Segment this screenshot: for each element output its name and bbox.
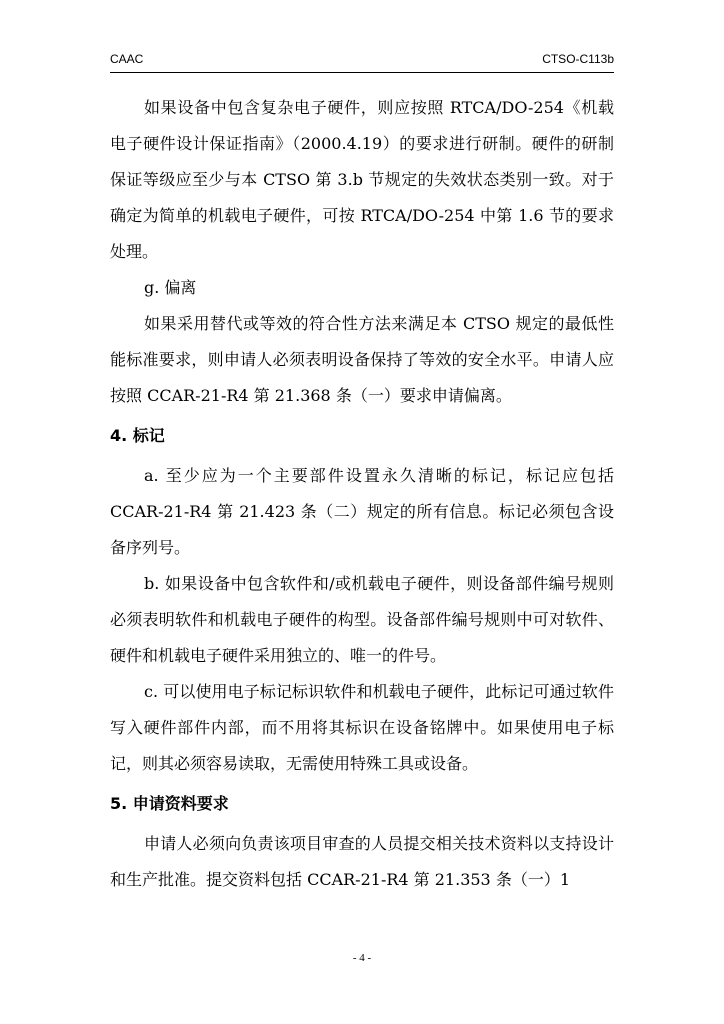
marking-item-a: a. 至少应为一个主要部件设置永久清晰的标记，标记应包括 CCAR-21-R4 第 21.423 条（二）规定的所有信息。标记必须包含设备序列号。 [110, 466, 614, 557]
section-marking-heading: 4. 标记 [110, 426, 165, 445]
paragraph-hardware: 如果设备中包含复杂电子硬件，则应按照 RTCA/DO-254《机载电子硬件设计保证指南》（2000.4.19）的要求进行研制。硬件的研制保证等级应至少与本 CTSO 第 3.b 节规定的失效状态类别一致。对于确定为简单的机载电子硬件，可按 RTCA/DO-254 中第 1.6 节的要求处理。 [110, 98, 614, 261]
section-application-heading: 5. 申请资料要求 [110, 794, 229, 813]
marking-item-b: b. 如果设备中包含软件和/或机载电子硬件，则设备部件编号规则必须表明软件和机载电子硬件的构型。设备部件编号规则中可对软件、硬件和机载电子硬件采用独立的、唯一的件号。 [110, 574, 614, 665]
marking-item-c: c. 可以使用电子标记标识软件和机载电子硬件，此标记可通过软件写入硬件部件内部，而不用将其标识在设备铭牌中。如果使用电子标记，则其必须容易读取，无需使用特殊工具或设备。 [110, 682, 614, 773]
document-body [110, 90, 614, 898]
subsection-deviation-title: g. 偏离 [144, 278, 197, 297]
page-header [110, 52, 614, 73]
header-doc-id: CTSO-C113b [542, 52, 614, 66]
header-org: CAAC [110, 52, 144, 66]
application-paragraph: 申请人必须向负责该项目审查的人员提交相关技术资料以支持设计和生产批准。提交资料包括 CCAR-21-R4 第 21.353 条（一）1 [110, 834, 614, 889]
paragraph-deviation: 如果采用替代或等效的符合性方法来满足本 CTSO 规定的最低性能标准要求，则申请人必须表明设备保持了等效的安全水平。申请人应按照 CCAR-21-R4 第 21.368 条（一）要求申请偏离。 [110, 314, 614, 405]
page-number: - 4 - [352, 952, 372, 964]
